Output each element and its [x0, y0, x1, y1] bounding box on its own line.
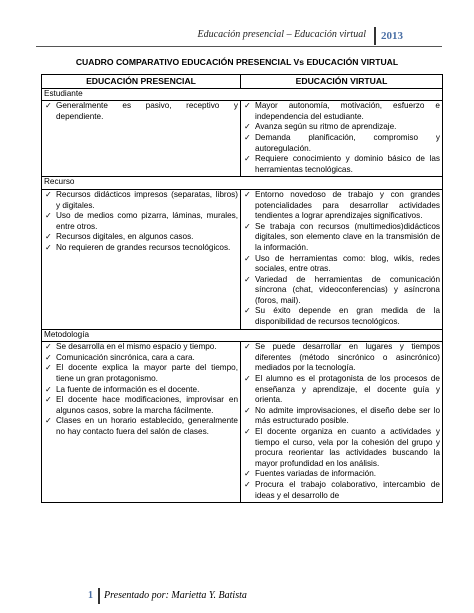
column-header-presencial: EDUCACIÓN PRESENCIAL — [42, 75, 241, 89]
list-item-text: No admite improvisaciones, el diseño debe ser lo más estructurado posible. — [255, 405, 440, 426]
section-label: Estudiante — [42, 88, 443, 101]
list-item — [243, 406, 440, 427]
list-item-text: Fuentes variadas de información. — [255, 469, 377, 479]
checkmark-icon: ✓ — [45, 384, 52, 394]
section-label: Metodología — [42, 329, 443, 342]
cell-presencial — [42, 342, 241, 503]
bullet-list — [243, 342, 440, 501]
footer-divider — [98, 588, 100, 604]
list-item — [243, 342, 440, 374]
checkmark-icon: ✓ — [45, 189, 52, 199]
list-item-text: Uso de medios como pizarra, láminas, murales, entre otros. — [56, 211, 238, 231]
bullet-list — [44, 342, 238, 437]
list-item — [243, 480, 440, 501]
list-item-text: Variedad de herramientas de comunicación síncrona (chat, videoconferencias) y asíncrona (foros, mail). — [255, 274, 440, 305]
list-item-text: Se puede desarrollar en lugares y tiempos diferentes (método sincrónico o asincrónico) mediados por la tecnología. — [255, 342, 440, 373]
list-item-text: Requiere conocimiento y dominio básico de las herramientas tecnológicas. — [255, 154, 440, 174]
section-row — [42, 88, 443, 101]
checkmark-icon: ✓ — [45, 395, 52, 405]
list-item — [44, 243, 238, 254]
checkmark-icon: ✓ — [244, 405, 251, 415]
checkmark-icon: ✓ — [45, 101, 52, 111]
list-item-text: Su éxito depende en gran medida de la disponibilidad de recursos tecnológicos. — [255, 306, 440, 327]
footer-author: Presentado por: Marietta Y. Batista — [104, 590, 247, 601]
list-item — [44, 211, 238, 232]
table-body — [42, 88, 443, 503]
checkmark-icon: ✓ — [45, 416, 52, 426]
page-header — [0, 27, 474, 45]
checkmark-icon: ✓ — [45, 232, 52, 242]
section-row — [42, 329, 443, 342]
list-item — [44, 363, 238, 384]
list-item — [243, 427, 440, 469]
checkmark-icon: ✓ — [45, 242, 52, 252]
checkmark-icon: ✓ — [244, 189, 251, 199]
list-item — [243, 154, 440, 175]
column-header-virtual: EDUCACIÓN VIRTUAL — [241, 75, 443, 89]
list-item — [243, 306, 440, 327]
cell-presencial — [42, 189, 241, 329]
list-item-text: El alumno es el protagonista de los procesos de enseñanza y aprendizaje, el docente guía y orienta. — [255, 374, 440, 405]
header-rule — [36, 46, 442, 47]
list-item — [44, 101, 238, 122]
checkmark-icon: ✓ — [244, 101, 251, 111]
bullet-list — [44, 190, 238, 254]
list-item-text: Avanza según su ritmo de aprendizaje. — [255, 122, 397, 132]
table-row — [42, 189, 443, 329]
list-item-text: Se desarrolla en el mismo espacio y tiempo. — [56, 342, 217, 352]
checkmark-icon: ✓ — [244, 427, 251, 436]
checkmark-icon: ✓ — [45, 211, 52, 221]
checkmark-icon: ✓ — [244, 306, 251, 316]
checkmark-icon: ✓ — [244, 132, 251, 142]
list-item — [44, 232, 238, 243]
table-header-row — [42, 75, 443, 89]
list-item-text: Generalmente es pasivo, receptivo y dependiente. — [56, 101, 238, 121]
checkmark-icon: ✓ — [244, 374, 251, 384]
checkmark-icon: ✓ — [244, 479, 251, 489]
bullet-list — [243, 190, 440, 328]
list-item-text: Recursos didácticos impresos (separatas, libros) y digitales. — [56, 189, 238, 210]
list-item-text: El docente explica la mayor parte del tiempo, tiene un gran protagonismo. — [56, 363, 238, 384]
comparison-table — [41, 74, 443, 503]
document-title: CUADRO COMPARATIVO EDUCACIÓN PRESENCIAL Vs EDUCACIÓN VIRTUAL — [75, 57, 399, 67]
checkmark-icon: ✓ — [244, 469, 251, 479]
list-item-text: Demanda planificación, compromiso y autoregulación. — [255, 132, 440, 153]
list-item — [243, 374, 440, 406]
checkmark-icon: ✓ — [244, 274, 251, 284]
page-number: 1 — [88, 590, 93, 601]
list-item — [243, 254, 440, 275]
list-item — [243, 275, 440, 307]
list-item — [243, 122, 440, 133]
cell-virtual — [241, 189, 443, 329]
section-row — [42, 177, 443, 190]
cell-presencial — [42, 101, 241, 177]
checkmark-icon: ✓ — [244, 342, 251, 352]
cell-virtual — [241, 342, 443, 503]
checkmark-icon: ✓ — [244, 221, 251, 231]
list-item-text: Clases en un horario establecido, generalmente no hay contacto fuera del salón de clases. — [56, 416, 238, 436]
list-item-text: Mayor autonomía, motivación, esfuerzo e independencia del estudiante. — [255, 101, 440, 121]
list-item-text: Entorno novedoso de trabajo y con grandes potencialidades para desarrollar actividades tendientes a lograr aprendizajes significativos. — [255, 189, 440, 221]
checkmark-icon: ✓ — [244, 122, 251, 132]
checkmark-icon: ✓ — [45, 352, 52, 362]
list-item — [243, 133, 440, 154]
header-title: Educación presencial – Educación virtual — [197, 29, 366, 40]
checkmark-icon: ✓ — [45, 363, 52, 373]
list-item-text: No requieren de grandes recursos tecnológicos. — [56, 242, 231, 252]
list-item — [44, 385, 238, 396]
list-item-text: El docente hace modificaciones, improvisar en algunos casos, sobre la marcha fácilmente. — [56, 395, 238, 415]
list-item-text: Se trabaja con recursos (multimedios)didácticos digitales, son elemento clave en la transmisión de la información. — [255, 221, 440, 252]
list-item — [44, 395, 238, 416]
list-item-text: Procura el trabajo colaborativo, intercambio de ideas y el desarrollo de — [255, 479, 440, 500]
section-label: Recurso — [42, 177, 443, 190]
list-item-text: El docente organiza en cuanto a actividades y tiempo el curso, vela por la cohesión del grupo y procura reorientar las actividades buscando la mayor profundidad en los análisis. — [255, 427, 440, 468]
list-item — [243, 190, 440, 222]
list-item-text: La fuente de información es el docente. — [56, 384, 200, 394]
list-item-text: Comunicación sincrónica, cara a cara. — [56, 352, 195, 362]
list-item — [44, 416, 238, 437]
checkmark-icon: ✓ — [244, 154, 251, 164]
list-item — [44, 353, 238, 364]
bullet-list — [243, 101, 440, 175]
list-item — [243, 101, 440, 122]
checkmark-icon: ✓ — [45, 342, 52, 352]
list-item — [243, 469, 440, 480]
list-item-text: Recursos digitales, en algunos casos. — [56, 232, 194, 242]
list-item — [44, 342, 238, 353]
list-item-text: Uso de herramientas como: blog, wikis, redes sociales, entre otras. — [255, 253, 440, 274]
list-item — [44, 190, 238, 211]
table-row — [42, 342, 443, 503]
header-year: 2013 — [374, 27, 403, 45]
checkmark-icon: ✓ — [244, 253, 251, 263]
bullet-list — [44, 101, 238, 122]
list-item — [243, 222, 440, 254]
table-row — [42, 101, 443, 177]
cell-virtual — [241, 101, 443, 177]
